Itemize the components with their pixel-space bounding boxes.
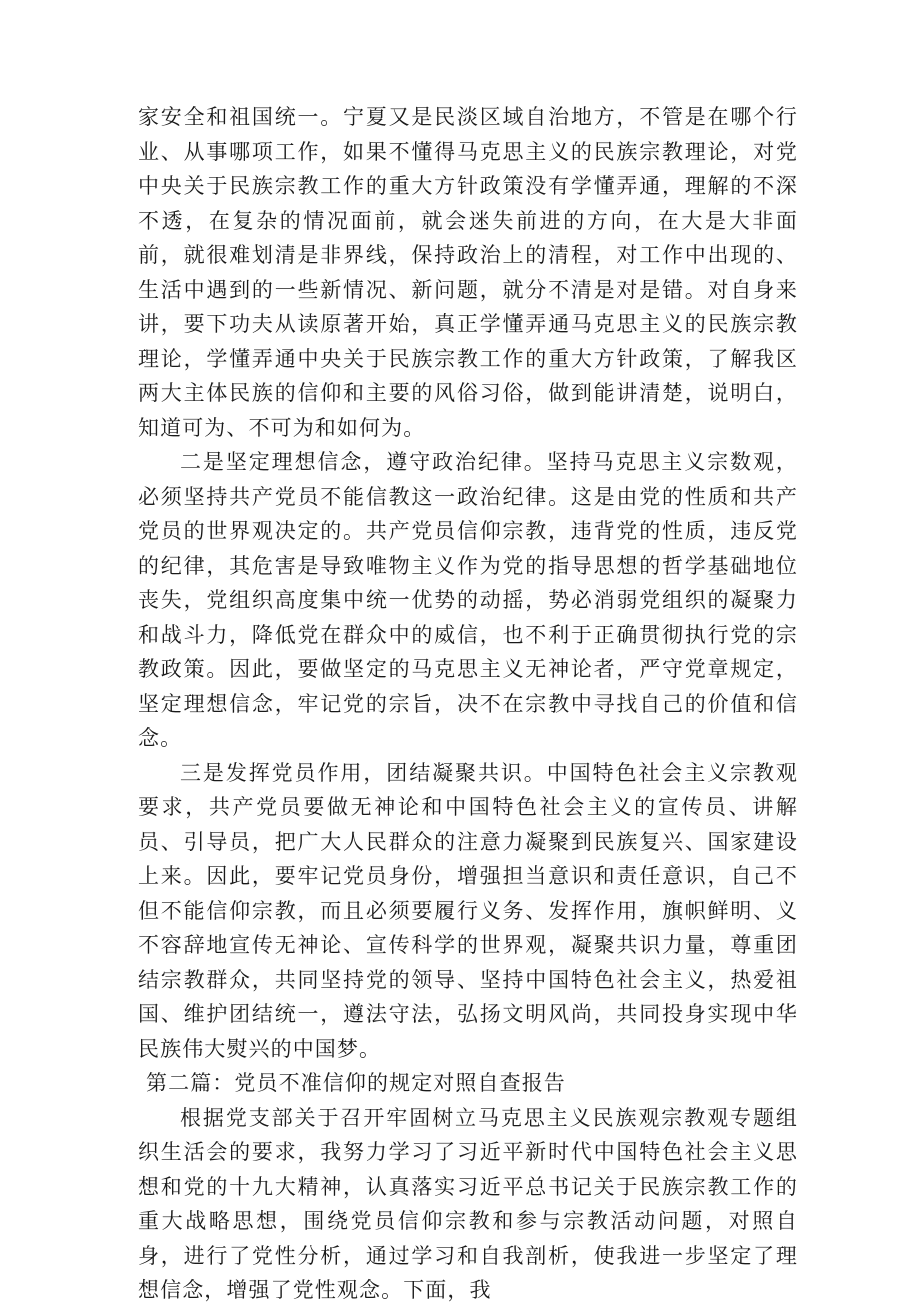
paragraph-point-two: 二是坚定理想信念，遵守政治纪律。坚持马克思主义宗数观，必须坚持共产党员不能信教这一政治纪律。这是由党的性质和共产党员的世界观决定的。共产党员信仰宗教，违背党的性质，违反党的纪律，其危害是导致唯物主义作为党的指导思想的哲学基础地位丧失，党组织高度集中统一优势的动摇，势必消弱党组织的凝聚力和战斗力，降低党在群众中的威信，也不利于正确贯彻执行党的宗教政策。因此，要做坚定的马克思主义无神论者，严守党章规定，坚定理想信念，牢记党的宗旨，决不在宗教中寻找自己的价值和信念。 [138, 450, 798, 750]
document-body [138, 100, 798, 1308]
paragraph-report-intro: 根据党支部关于召开牢固树立马克思主义民族观宗教观专题组织生活会的要求，我努力学习了习近平新时代中国特色社会主义思想和党的十九大精神，认真落实习近平总书记关于民族宗教工作的重大战略思想，围绕党员信仰宗教和参与宗教活动问题，对照自身，进行了党性分析，通过学习和自我剖析，使我进一步坚定了理想信念，增强了党性观念。下面，我 [138, 1105, 798, 1302]
paragraph-point-three: 三是发挥党员作用，团结凝聚共识。中国特色社会主义宗教观要求，共产党员要做无神论和中国特色社会主义的宣传员、讲解员、引导员，把广大人民群众的注意力凝聚到民族复兴、国家建设上来。因此，要牢记党员身份，增强担当意识和责任意识，自己不但不能信仰宗教，而且必须要履行义务、发挥作用，旗帜鲜明、义不容辞地宣传无神论、宣传科学的世界观，凝聚共识力量，尊重团结宗教群众，共同坚持党的领导、坚持中国特色社会主义，热爱祖国、维护团结统一，遵法守法，弘扬文明风尚，共同投身实现中华民族伟大熨兴的中国梦。 [138, 760, 798, 1061]
section-heading: 第二篇：党员不准信仰的规定对照自查报告 [146, 1071, 566, 1095]
paragraph-continuation: 家安全和祖国统一。宁夏又是民淡区域自治地方，不管是在哪个行业、从事哪项工作，如果不懂得马克思主义的民族宗教理论，对党中央关于民族宗教工作的重大方针政策没有学懂弄通，理解的不深不透，在复杂的情况面前，就会迷失前进的方向，在大是大非面前，就很难划清是非界线，保持政治上的清程，对工作中出现的、生活中遇到的一些新情况、新问题，就分不清是对是错。对自身来讲，要下功夫从读原著开始，真正学懂弄通马克思主义的民族宗教理论，学懂弄通中央关于民族宗教工作的重大方针政策，了解我区两大主体民族的信仰和主要的风俗习俗，做到能讲清楚，说明白，知道可为、不可为和如何为。 [138, 105, 798, 440]
